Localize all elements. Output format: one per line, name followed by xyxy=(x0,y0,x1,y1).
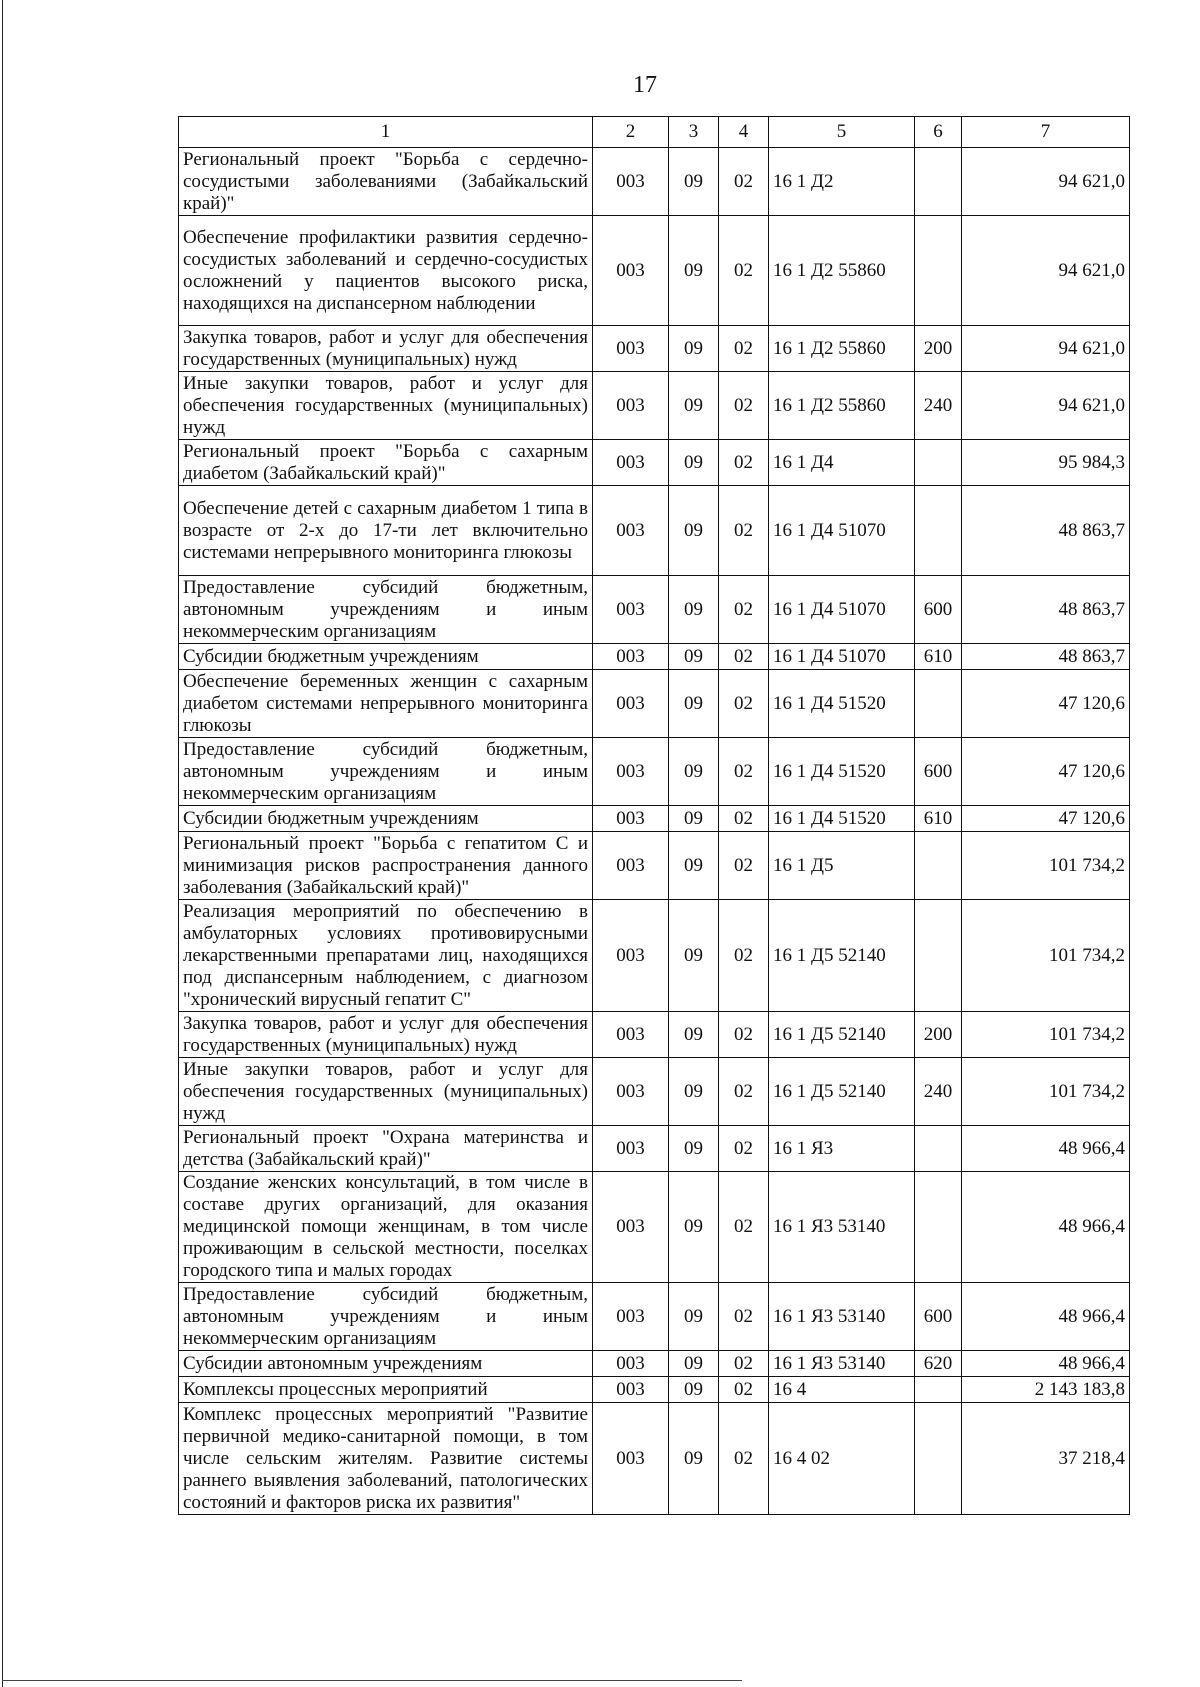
row-name: Комплекс процессных мероприятий "Развитие первичной медико-санитарной помощи, в том числе сельским жителям. Развитие системы раннего выявления заболеваний, патологических состояний и факторов риска их развития" xyxy=(179,1403,593,1515)
row-col-7: 47 120,6 xyxy=(962,738,1130,806)
scan-bottom-edge xyxy=(2,1680,742,1681)
table-body xyxy=(179,148,1130,1515)
header-col-2: 2 xyxy=(593,117,669,148)
row-col-3: 09 xyxy=(669,326,719,372)
row-col-7: 48 863,7 xyxy=(962,486,1130,576)
row-col-3: 09 xyxy=(669,806,719,832)
row-col-6: 600 xyxy=(915,576,962,644)
header-col-3: 3 xyxy=(669,117,719,148)
row-col-6 xyxy=(915,1377,962,1403)
row-col-5: 16 1 Д2 xyxy=(769,148,915,216)
table-row xyxy=(179,326,1130,372)
table-row xyxy=(179,832,1130,900)
row-col-5: 16 1 Д4 51520 xyxy=(769,670,915,738)
row-col-3: 09 xyxy=(669,1172,719,1283)
row-col-2: 003 xyxy=(593,644,669,670)
row-col-6 xyxy=(915,1403,962,1515)
row-col-3: 09 xyxy=(669,644,719,670)
row-name: Обеспечение профилактики развития сердечно-сосудистых заболеваний и сердечно-сосудистых осложнений у пациентов высокого риска, находящихся на диспансерном наблюдении xyxy=(179,216,593,326)
row-col-6 xyxy=(915,900,962,1012)
row-col-3: 09 xyxy=(669,216,719,326)
row-col-5: 16 1 Д4 51520 xyxy=(769,806,915,832)
row-col-6 xyxy=(915,148,962,216)
row-col-2: 003 xyxy=(593,1172,669,1283)
row-col-6 xyxy=(915,670,962,738)
row-col-5: 16 4 02 xyxy=(769,1403,915,1515)
header-col-6: 6 xyxy=(915,117,962,148)
row-col-7: 2 143 183,8 xyxy=(962,1377,1130,1403)
row-col-5: 16 1 Д2 55860 xyxy=(769,372,915,440)
row-col-3: 09 xyxy=(669,1403,719,1515)
row-col-7: 101 734,2 xyxy=(962,832,1130,900)
row-col-4: 02 xyxy=(719,1126,769,1172)
row-col-5: 16 1 Я3 53140 xyxy=(769,1283,915,1351)
row-col-2: 003 xyxy=(593,440,669,486)
header-row xyxy=(179,117,1130,148)
row-name: Региональный проект "Охрана материнства и детства (Забайкальский край)" xyxy=(179,1126,593,1172)
row-col-7: 94 621,0 xyxy=(962,148,1130,216)
row-col-5: 16 1 Д2 55860 xyxy=(769,216,915,326)
row-col-5: 16 1 Д4 51070 xyxy=(769,644,915,670)
row-col-5: 16 1 Д4 51070 xyxy=(769,576,915,644)
row-col-7: 101 734,2 xyxy=(962,900,1130,1012)
row-col-6 xyxy=(915,1172,962,1283)
row-col-7: 101 734,2 xyxy=(962,1012,1130,1058)
row-col-7: 48 863,7 xyxy=(962,576,1130,644)
table-row xyxy=(179,576,1130,644)
row-name: Закупка товаров, работ и услуг для обеспечения государственных (муниципальных) нужд xyxy=(179,326,593,372)
row-col-5: 16 1 Д5 52140 xyxy=(769,1012,915,1058)
row-col-2: 003 xyxy=(593,670,669,738)
row-col-4: 02 xyxy=(719,1172,769,1283)
row-col-5: 16 4 xyxy=(769,1377,915,1403)
row-col-4: 02 xyxy=(719,644,769,670)
row-col-4: 02 xyxy=(719,148,769,216)
row-col-4: 02 xyxy=(719,1377,769,1403)
table-row xyxy=(179,216,1130,326)
row-name: Закупка товаров, работ и услуг для обеспечения государственных (муниципальных) нужд xyxy=(179,1012,593,1058)
row-name: Предоставление субсидий бюджетным, автономным учреждениям и иным некоммерческим организациям xyxy=(179,1283,593,1351)
row-col-2: 003 xyxy=(593,738,669,806)
row-col-7: 94 621,0 xyxy=(962,372,1130,440)
row-col-5: 16 1 Я3 53140 xyxy=(769,1351,915,1377)
row-name: Региональный проект "Борьба с сердечно-сосудистыми заболеваниями (Забайкальский край)" xyxy=(179,148,593,216)
row-col-4: 02 xyxy=(719,440,769,486)
table-row xyxy=(179,1126,1130,1172)
table-row xyxy=(179,1012,1130,1058)
row-col-3: 09 xyxy=(669,1058,719,1126)
budget-table xyxy=(178,116,1130,1515)
row-col-4: 02 xyxy=(719,372,769,440)
row-col-4: 02 xyxy=(719,216,769,326)
row-name: Субсидии автономным учреждениям xyxy=(179,1351,593,1377)
row-col-6 xyxy=(915,486,962,576)
row-name: Предоставление субсидий бюджетным, автономным учреждениям и иным некоммерческим организациям xyxy=(179,576,593,644)
row-col-5: 16 1 Д5 52140 xyxy=(769,900,915,1012)
row-col-6: 600 xyxy=(915,738,962,806)
row-col-5: 16 1 Д2 55860 xyxy=(769,326,915,372)
row-col-5: 16 1 Д5 xyxy=(769,832,915,900)
table-row xyxy=(179,1058,1130,1126)
table-row xyxy=(179,900,1130,1012)
row-col-4: 02 xyxy=(719,1283,769,1351)
row-col-2: 003 xyxy=(593,1012,669,1058)
row-col-4: 02 xyxy=(719,1058,769,1126)
row-col-6: 600 xyxy=(915,1283,962,1351)
row-col-3: 09 xyxy=(669,148,719,216)
header-col-1: 1 xyxy=(179,117,593,148)
row-col-3: 09 xyxy=(669,440,719,486)
row-col-6 xyxy=(915,216,962,326)
row-col-6: 200 xyxy=(915,326,962,372)
row-col-4: 02 xyxy=(719,900,769,1012)
row-col-6: 620 xyxy=(915,1351,962,1377)
row-col-6: 610 xyxy=(915,806,962,832)
row-col-2: 003 xyxy=(593,486,669,576)
row-col-2: 003 xyxy=(593,1351,669,1377)
row-col-2: 003 xyxy=(593,1377,669,1403)
row-col-3: 09 xyxy=(669,1377,719,1403)
row-name: Реализация мероприятий по обеспечению в амбулаторных условиях противовирусными лекарственными препаратами лиц, находящихся под диспансерным наблюдением, с диагнозом "хронический вирусный гепатит С" xyxy=(179,900,593,1012)
row-col-2: 003 xyxy=(593,326,669,372)
row-name: Обеспечение беременных женщин с сахарным диабетом системами непрерывного мониторинга глюкозы xyxy=(179,670,593,738)
row-col-7: 95 984,3 xyxy=(962,440,1130,486)
row-name: Создание женских консультаций, в том числе в составе других организаций, для оказания медицинской помощи женщинам, в том числе проживающим в сельской местности, поселках городского типа и малых городах xyxy=(179,1172,593,1283)
row-name: Субсидии бюджетным учреждениям xyxy=(179,644,593,670)
table-row xyxy=(179,486,1130,576)
row-col-5: 16 1 Д4 xyxy=(769,440,915,486)
row-col-2: 003 xyxy=(593,576,669,644)
page-number: 17 xyxy=(633,72,657,98)
header-col-4: 4 xyxy=(719,117,769,148)
row-col-2: 003 xyxy=(593,806,669,832)
table-row xyxy=(179,148,1130,216)
table-row xyxy=(179,1172,1130,1283)
row-col-5: 16 1 Я3 xyxy=(769,1126,915,1172)
row-name: Комплексы процессных мероприятий xyxy=(179,1377,593,1403)
row-col-2: 003 xyxy=(593,832,669,900)
row-col-6: 240 xyxy=(915,1058,962,1126)
header-col-5: 5 xyxy=(769,117,915,148)
row-col-2: 003 xyxy=(593,216,669,326)
row-col-4: 02 xyxy=(719,832,769,900)
row-col-2: 003 xyxy=(593,148,669,216)
table-row xyxy=(179,670,1130,738)
row-col-3: 09 xyxy=(669,900,719,1012)
row-name: Иные закупки товаров, работ и услуг для обеспечения государственных (муниципальных) нужд xyxy=(179,1058,593,1126)
row-col-3: 09 xyxy=(669,1351,719,1377)
row-col-6 xyxy=(915,1126,962,1172)
table-row xyxy=(179,1403,1130,1515)
row-col-3: 09 xyxy=(669,832,719,900)
row-name: Иные закупки товаров, работ и услуг для обеспечения государственных (муниципальных) нужд xyxy=(179,372,593,440)
row-col-7: 101 734,2 xyxy=(962,1058,1130,1126)
row-col-4: 02 xyxy=(719,1351,769,1377)
row-name: Обеспечение детей с сахарным диабетом 1 типа в возрасте от 2-х до 17-ти лет включительно системами непрерывного мониторинга глюкозы xyxy=(179,486,593,576)
row-col-7: 94 621,0 xyxy=(962,216,1130,326)
row-col-7: 47 120,6 xyxy=(962,670,1130,738)
row-col-2: 003 xyxy=(593,1403,669,1515)
row-col-2: 003 xyxy=(593,900,669,1012)
row-col-7: 48 966,4 xyxy=(962,1172,1130,1283)
row-col-7: 47 120,6 xyxy=(962,806,1130,832)
row-col-6: 200 xyxy=(915,1012,962,1058)
row-col-7: 94 621,0 xyxy=(962,326,1130,372)
row-col-7: 37 218,4 xyxy=(962,1403,1130,1515)
table-row xyxy=(179,1351,1130,1377)
row-name: Региональный проект "Борьба с гепатитом С и минимизация рисков распространения данного заболевания (Забайкальский край)" xyxy=(179,832,593,900)
row-col-7: 48 863,7 xyxy=(962,644,1130,670)
row-col-6 xyxy=(915,832,962,900)
table-row xyxy=(179,1377,1130,1403)
row-col-3: 09 xyxy=(669,486,719,576)
row-col-4: 02 xyxy=(719,576,769,644)
row-col-6: 240 xyxy=(915,372,962,440)
table-row xyxy=(179,1283,1130,1351)
row-col-4: 02 xyxy=(719,1403,769,1515)
row-col-5: 16 1 Я3 53140 xyxy=(769,1172,915,1283)
row-col-5: 16 1 Д4 51070 xyxy=(769,486,915,576)
header-col-7: 7 xyxy=(962,117,1130,148)
row-col-3: 09 xyxy=(669,576,719,644)
table-row xyxy=(179,372,1130,440)
table-row xyxy=(179,440,1130,486)
row-col-7: 48 966,4 xyxy=(962,1283,1130,1351)
row-col-4: 02 xyxy=(719,738,769,806)
row-name: Региональный проект "Борьба с сахарным диабетом (Забайкальский край)" xyxy=(179,440,593,486)
row-col-4: 02 xyxy=(719,326,769,372)
row-col-4: 02 xyxy=(719,806,769,832)
row-name: Субсидии бюджетным учреждениям xyxy=(179,806,593,832)
row-col-2: 003 xyxy=(593,372,669,440)
row-col-2: 003 xyxy=(593,1058,669,1126)
table-row xyxy=(179,644,1130,670)
row-col-4: 02 xyxy=(719,486,769,576)
row-name: Предоставление субсидий бюджетным, автономным учреждениям и иным некоммерческим организациям xyxy=(179,738,593,806)
row-col-2: 003 xyxy=(593,1126,669,1172)
row-col-3: 09 xyxy=(669,670,719,738)
row-col-3: 09 xyxy=(669,1126,719,1172)
row-col-6: 610 xyxy=(915,644,962,670)
row-col-3: 09 xyxy=(669,1012,719,1058)
table-row xyxy=(179,738,1130,806)
row-col-2: 003 xyxy=(593,1283,669,1351)
row-col-4: 02 xyxy=(719,670,769,738)
row-col-5: 16 1 Д5 52140 xyxy=(769,1058,915,1126)
row-col-3: 09 xyxy=(669,738,719,806)
row-col-6 xyxy=(915,440,962,486)
row-col-7: 48 966,4 xyxy=(962,1351,1130,1377)
row-col-3: 09 xyxy=(669,1283,719,1351)
row-col-5: 16 1 Д4 51520 xyxy=(769,738,915,806)
table-row xyxy=(179,806,1130,832)
row-col-3: 09 xyxy=(669,372,719,440)
row-col-7: 48 966,4 xyxy=(962,1126,1130,1172)
row-col-4: 02 xyxy=(719,1012,769,1058)
